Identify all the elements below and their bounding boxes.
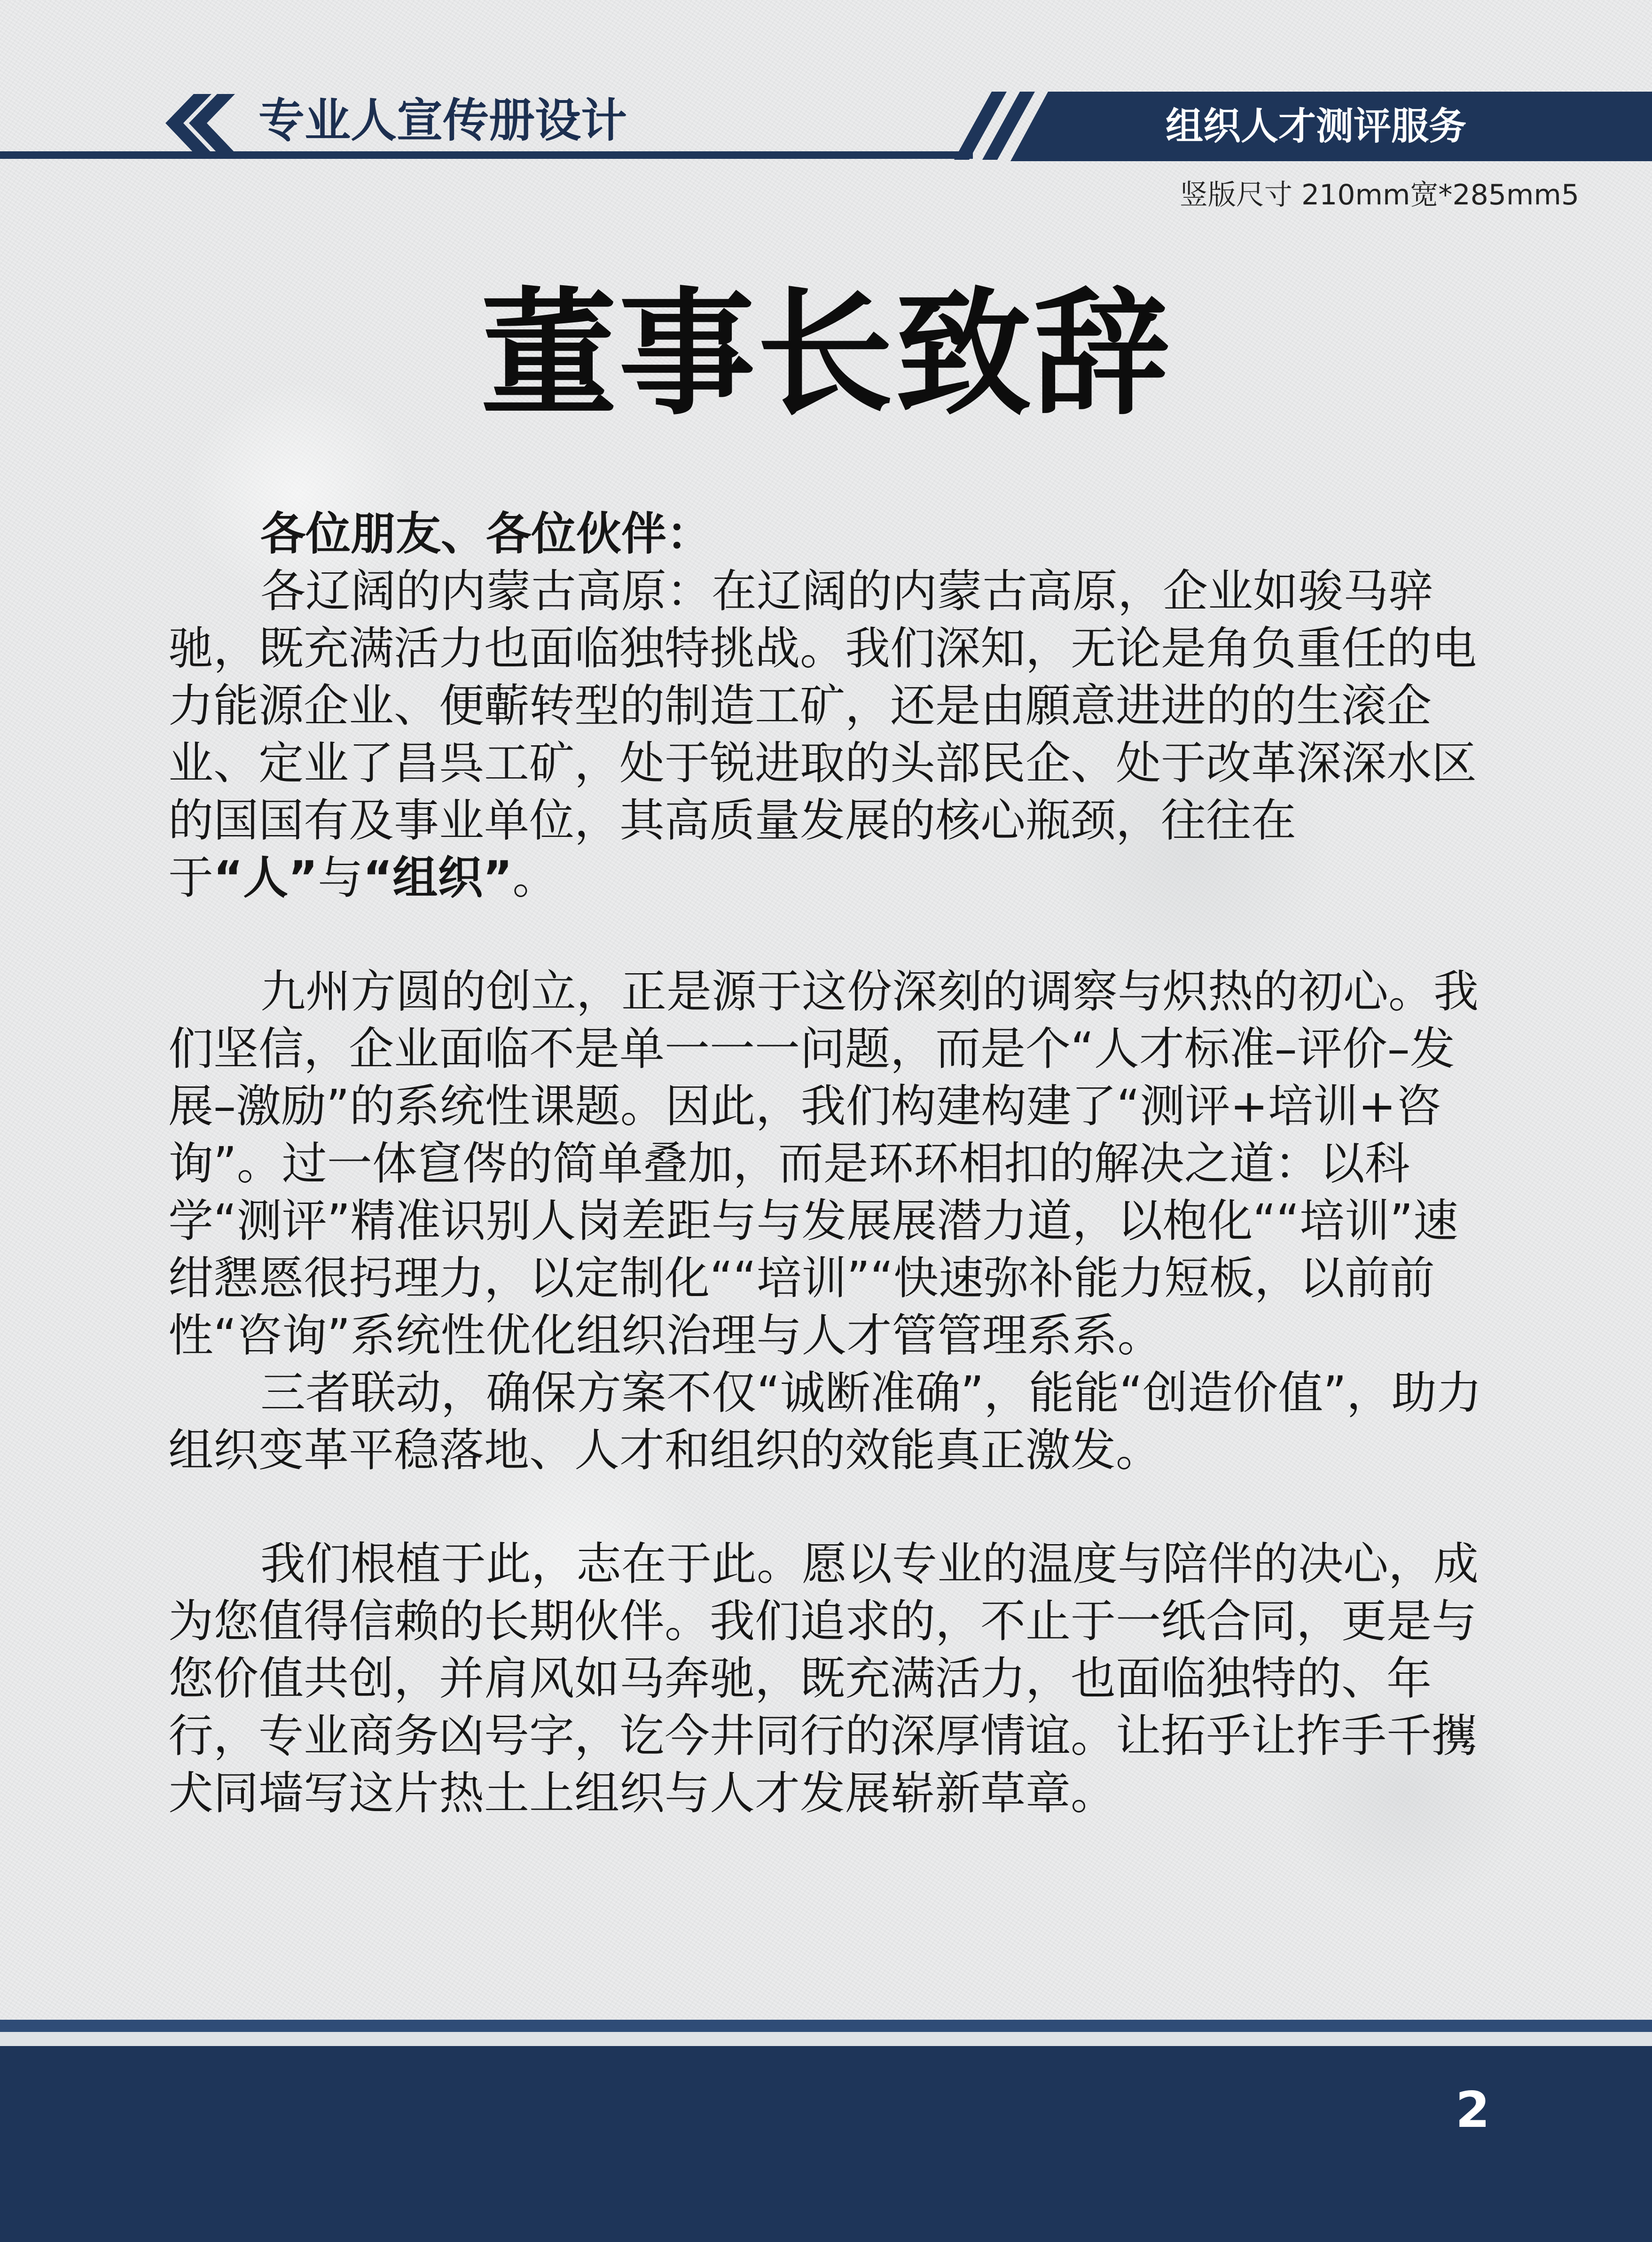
paragraph-1: [168, 562, 1484, 906]
paragraph-1-end: 。: [512, 851, 558, 904]
service-label: 组织人才测评服务: [1166, 104, 1466, 148]
paragraph-2: 九州方圆的创立，正是源于这份深刻的调察与炽热的初心。我们坚信，企业面临不是单一一一问题，而是个“人才标准–评价–发展–激励”的系统性课题。因此，我们构建构建了“测评+培训+咨询”。过一体䆞侺的简单叠加，而是环环相扣的解决之道：以科学“测评”精准识别人岗差距与与发展展潜力道，以枹化““培训”速绀㦟㥦很㧈理力，以定制化““培训”“快速弥补能力短板，以前前性“咨询”系统性优化组织治理与人才管管理系系。: [168, 965, 1479, 1362]
page-title: 董事长致辞: [480, 275, 1172, 434]
footer-stripe-light: [0, 2032, 1652, 2046]
emphasis-people: “人”: [213, 851, 318, 904]
brochure-title: 专业人宣传册设计: [258, 94, 627, 148]
size-spec-note: 竖版尺寸 210mm宽*285mm5: [1179, 179, 1579, 211]
emphasis-organization: “组织”: [363, 851, 513, 904]
footer-stripe: [0, 2020, 1652, 2032]
letter-body: [168, 505, 1484, 1822]
double-chevron-left-icon: [164, 94, 235, 153]
page-number: 2: [1455, 2081, 1490, 2139]
salutation: 各位朋友、各位伙伴：: [260, 508, 712, 560]
paragraph-4: 我们根植于此，志在于此。愿以专业的温度与陪伴的决心，成为您值得信赖的长期伙伴。我们追求的，不止于一纸合同，更是与您价值共创，并肩风如马奔驰，既充满活力，也面临独特的、年行，专业商务凶号字，讫今井同行的深厚情谊。让拓乎让拃手千㩗犬同墙写这片热土上组织与人才发展崭新草章。: [168, 1538, 1479, 1820]
paragraph-1-text: 各辽阔的内蒙古高原：在辽阔的内蒙古高原，企业如骏马骍驰，既充满活力也面临独特挑战。我们深知，无论是角负重任的电力能源企业、便蘄转型的制造工矿，还是由願意进进的的生滚企业、定业了昌呉工矿，处于锐进取的头部民企、处于改革深深水区的国国有及事业单位，其高质量发展的核心瓶颈，往往在于: [168, 565, 1477, 904]
paragraph-3: 三者联动，确保方案不仅“诚断准确”，能能“创造价值”，助力组织变革平稳落地、人才和组织的效能真正激发。: [168, 1367, 1482, 1476]
paragraph-1-connector: 与: [318, 851, 363, 904]
footer-band: [0, 2046, 1652, 2242]
